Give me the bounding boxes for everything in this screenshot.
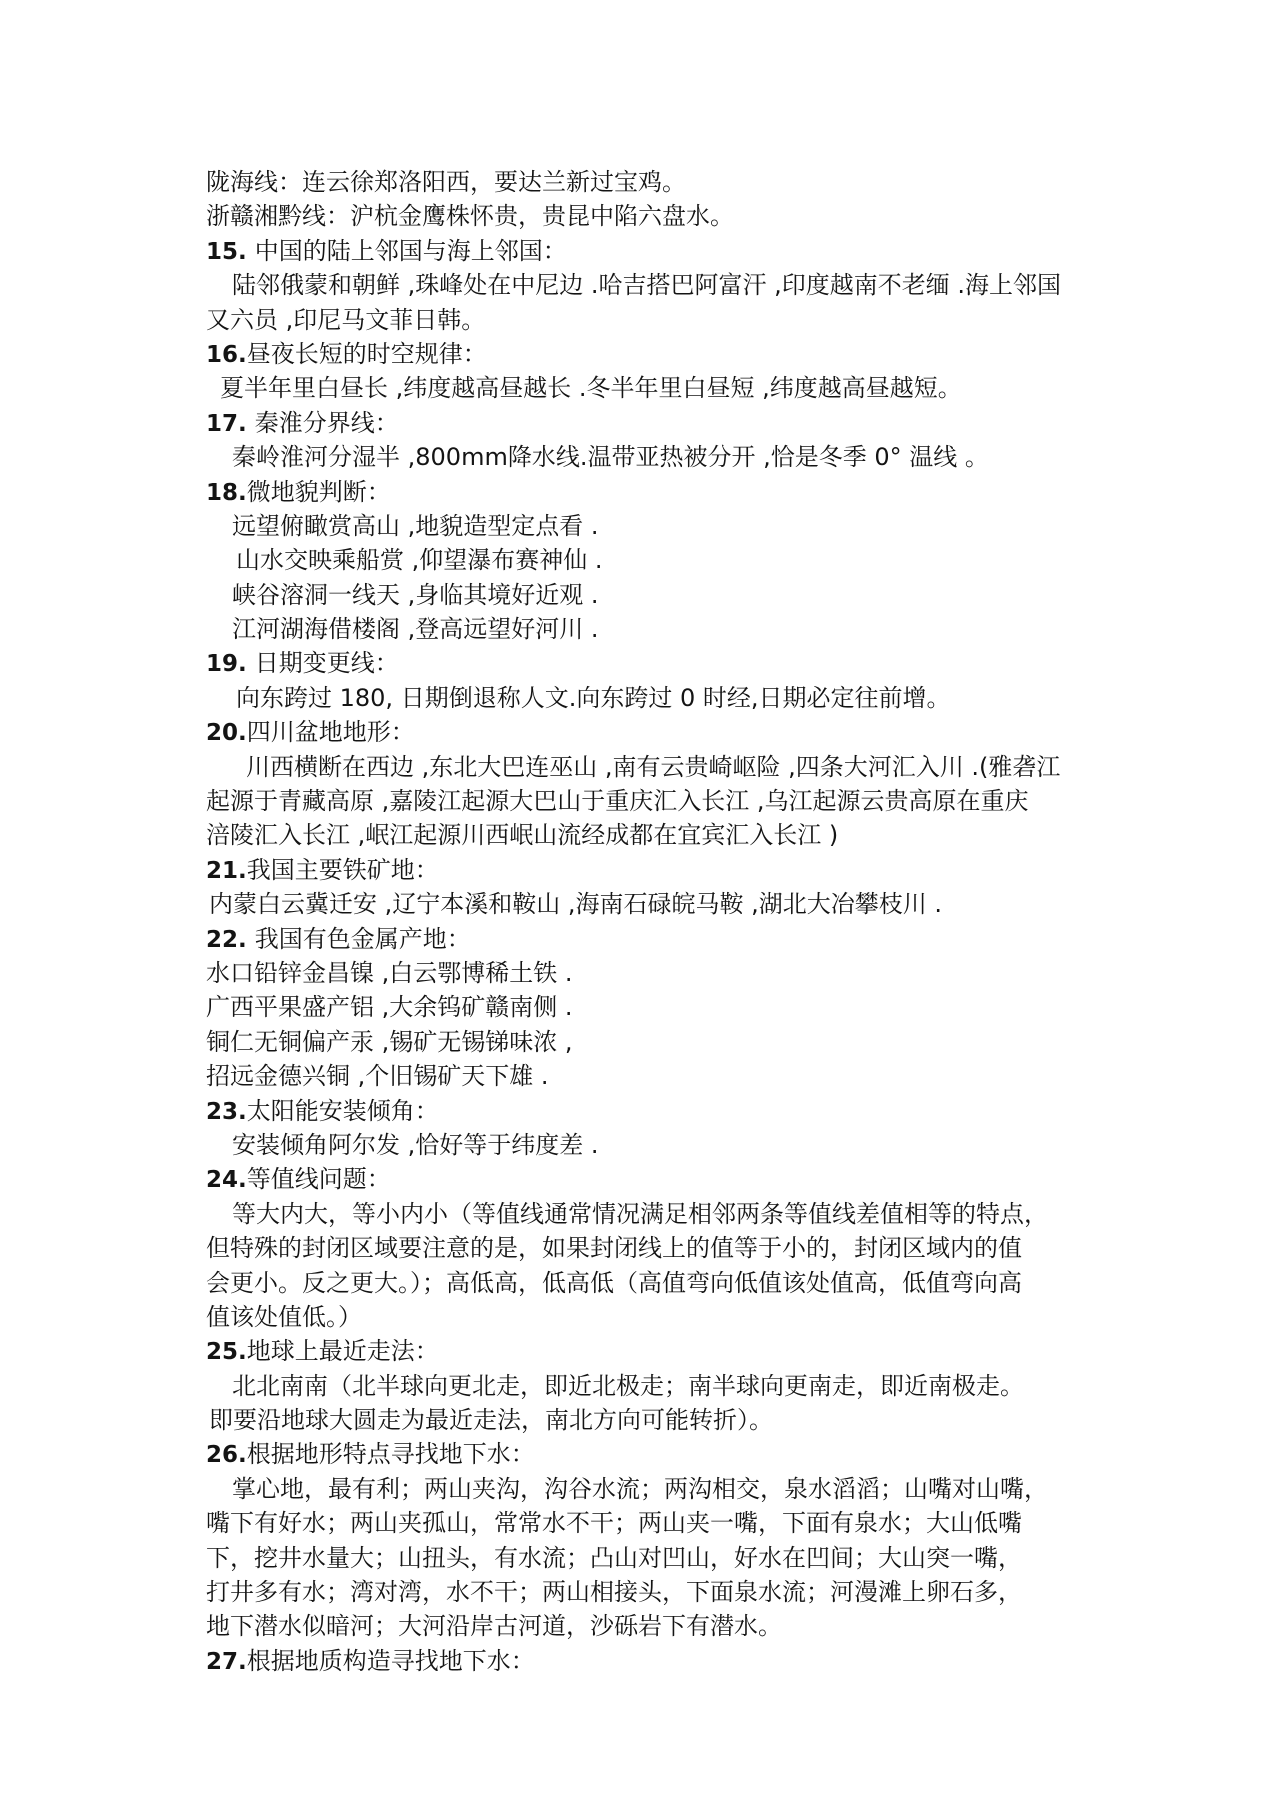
text-line: 远望俯瞰赏高山 ,地貌造型定点看 . — [232, 511, 599, 540]
text-line: 广西平果盛产铝 ,大余钨矿赣南侧 . — [206, 993, 573, 1022]
text-line: 夏半年里白昼长 ,纬度越高昼越长 .冬半年里白昼短 ,纬度越高昼越短。 — [220, 374, 962, 403]
text-line: 水口铅锌金昌镍 ,白云鄂博稀土铁 . — [206, 958, 573, 987]
text-line: 秦岭淮河分湿半 ,800mm降水线.温带亚热被分开 ,恰是冬季 0° 温线 。 — [232, 443, 989, 472]
section-heading — [206, 715, 1206, 749]
text-line: 山水交映乘船赏 ,仰望瀑布赛神仙 . — [236, 546, 603, 575]
section-title: 我国主要铁矿地： — [246, 855, 439, 884]
text-line: 陇海线：连云徐郑洛阳西，要达兰新过宝鸡。 — [206, 168, 686, 196]
section-heading — [206, 1644, 1206, 1678]
section-number: 25. — [206, 1339, 247, 1366]
text-line: 向东跨过 180, 日期倒退称人文.向东跨过 0 时经,日期必定往前增。 — [236, 683, 951, 712]
section-number: 20. — [206, 720, 247, 747]
section-heading — [206, 406, 1206, 440]
section-heading — [206, 1094, 1206, 1128]
section-heading — [206, 475, 1206, 509]
text-line: 又六员 ,印尼马文菲日韩。 — [206, 305, 486, 334]
section-title: 四川盆地地形： — [246, 718, 415, 747]
section-number: 23. — [206, 1098, 247, 1125]
section-heading — [206, 646, 1206, 680]
text-line: 地下潜水似暗河；大河沿岸古河道，沙砾岩下有潜水。 — [206, 1612, 782, 1641]
text-line: 北北南南（北半球向更北走，即近北极走；南半球向更南走，即近南极走。 — [232, 1371, 1024, 1400]
section-title: 根据地质构造寻找地下水： — [246, 1646, 535, 1675]
section-title: 我国有色金属产地： — [254, 924, 471, 953]
text-line: 打井多有水；湾对湾，水不干；两山相接头，下面泉水流；河漫滩上卵石多， — [206, 1578, 1022, 1607]
section-title: 中国的陆上邻国与海上邻国： — [254, 236, 567, 265]
section-heading — [206, 337, 1206, 371]
section-title: 日期变更线： — [254, 649, 399, 678]
section-number: 16. — [206, 341, 247, 368]
section-title: 等值线问题： — [246, 1165, 391, 1194]
text-line: 即要沿地球大圆走为最近走法，南北方向可能转折）。 — [209, 1406, 773, 1435]
text-line: 起源于青藏高原 ,嘉陵江起源大巴山于重庆汇入长江 ,乌江起源云贵高原在重庆 — [206, 787, 1029, 816]
section-number: 17. — [206, 410, 247, 437]
text-line: 等大内大，等小内小（等值线通常情况满足相邻两条等值线差值相等的特点， — [232, 1199, 1048, 1228]
section-title: 太阳能安装倾角： — [246, 1096, 439, 1125]
document-body — [206, 165, 1206, 1678]
text-line: 浙赣湘黔线：沪杭金鹰株怀贵，贵昆中陷六盘水。 — [206, 202, 734, 231]
text-line: 会更小。反之更大。）；高低高，低高低（高值弯向低值该处值高，低值弯向高 — [206, 1268, 1022, 1297]
text-line: 招远金德兴铜 ,个旧锡矿天下雄 . — [206, 1062, 549, 1091]
section-heading — [206, 1334, 1206, 1368]
section-number: 26. — [206, 1442, 247, 1469]
section-heading — [206, 922, 1206, 956]
section-number: 18. — [206, 479, 247, 506]
section-title: 根据地形特点寻找地下水： — [246, 1440, 535, 1469]
text-line: 川西横断在西边 ,东北大巴连巫山 ,南有云贵崎岖险 ,四条大河汇入川 .(雅砻江 — [246, 752, 1061, 781]
text-line: 涪陵汇入长江 ,岷江起源川西岷山流经成都在宜宾汇入长江 ) — [206, 821, 839, 850]
section-number: 19. — [206, 651, 247, 678]
text-line: 铜仁无铜偏产汞 ,锡矿无锡锑味浓 , — [206, 1027, 573, 1056]
section-number: 24. — [206, 1167, 247, 1194]
section-number: 21. — [206, 857, 247, 884]
text-line: 下，挖井水量大；山扭头，有水流；凸山对凹山，好水在凹间；大山突一嘴， — [206, 1543, 1022, 1572]
section-heading — [206, 234, 1206, 268]
text-line: 但特殊的封闭区域要注意的是，如果封闭线上的值等于小的，封闭区域内的值 — [206, 1234, 1022, 1263]
section-title: 微地貌判断： — [246, 477, 391, 506]
text-line: 江河湖海借楼阁 ,登高远望好河川 . — [232, 615, 599, 644]
text-line: 安装倾角阿尔发 ,恰好等于纬度差 . — [232, 1130, 599, 1159]
text-line: 掌心地，最有利；两山夹沟，沟谷水流；两沟相交，泉水滔滔；山嘴对山嘴， — [232, 1474, 1048, 1503]
section-title: 昼夜长短的时空规律： — [246, 339, 487, 368]
section-title: 秦淮分界线： — [254, 408, 399, 437]
section-heading — [206, 1437, 1206, 1471]
section-number: 22. — [206, 926, 247, 953]
section-heading — [206, 853, 1206, 887]
section-title: 地球上最近走法： — [246, 1337, 439, 1366]
section-number: 27. — [206, 1648, 247, 1675]
text-line: 嘴下有好水；两山夹孤山，常常水不干；两山夹一嘴，下面有泉水；大山低嘴 — [206, 1509, 1022, 1538]
text-line: 峡谷溶洞一线天 ,身临其境好近观 . — [232, 580, 599, 609]
section-heading — [206, 1162, 1206, 1196]
text-line: 值该处值低。） — [206, 1302, 362, 1331]
text-line: 陆邻俄蒙和朝鲜 ,珠峰处在中尼边 .哈吉搭巴阿富汗 ,印度越南不老缅 .海上邻国 — [232, 271, 1062, 300]
text-line: 内蒙白云冀迁安 ,辽宁本溪和鞍山 ,海南石碌皖马鞍 ,湖北大冶攀枝川 . — [209, 890, 943, 919]
section-number: 15. — [206, 238, 247, 265]
